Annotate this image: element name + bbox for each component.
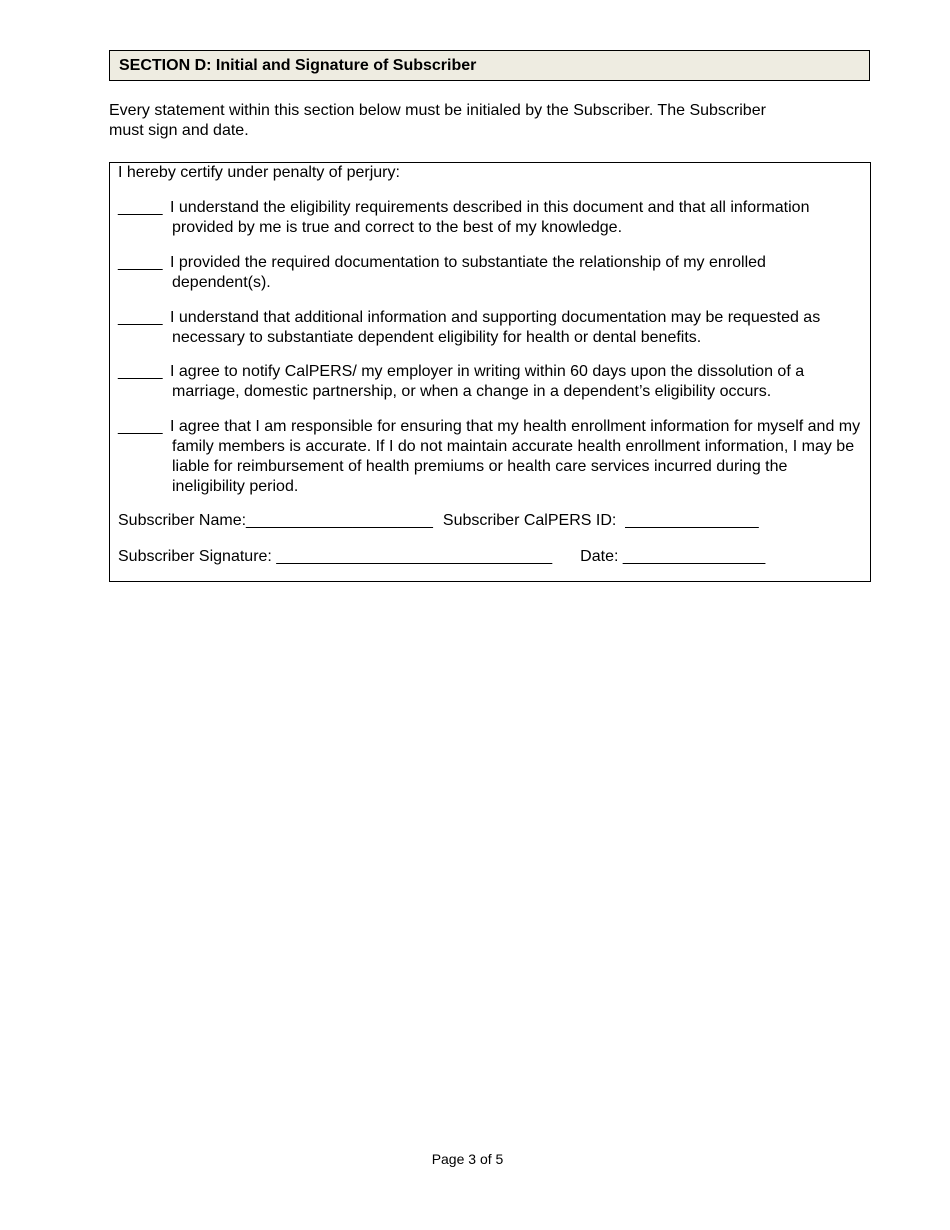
section-header <box>109 50 870 81</box>
initial-field-3[interactable]: _____ <box>118 309 163 326</box>
subscriber-name-label: Subscriber Name: <box>118 512 247 529</box>
intro-line-2: must sign and date. <box>109 122 249 139</box>
page-number: Page 3 of 5 <box>431 1151 504 1167</box>
statement-text-2: I provided the required documentation to substantiate the relationship of my enrolled dependent(s). <box>170 254 766 291</box>
section-title: SECTION D: Initial and Signature of Subscriber <box>119 57 477 74</box>
subscriber-signature-label: Subscriber Signature: <box>118 548 272 565</box>
subscriber-name-row <box>118 511 759 531</box>
page-footer <box>0 1150 935 1168</box>
subscriber-signature-row <box>118 547 765 567</box>
initial-field-4[interactable]: _____ <box>118 363 163 380</box>
initial-field-1[interactable]: _____ <box>118 199 163 216</box>
statement-text-1: I understand the eligibility requirements described in this document and that all information provided by me is true and correct to the best of my knowledge. <box>170 199 810 236</box>
intro-line-1: Every statement within this section below must be initialed by the Subscriber. The Subscriber <box>109 102 766 119</box>
subscriber-id-label: Subscriber CalPERS ID: <box>442 512 617 529</box>
certification-lead: I hereby certify under penalty of perjury: <box>118 164 400 181</box>
statement-1 <box>118 198 862 238</box>
statement-text-5: I agree that I am responsible for ensuring that my health enrollment information for myself and my family members is accurate. If I do not maintain accurate health enrollment information, I may be liable for reimbursement of health premiums or health care services incurred during the ineligibility period. <box>170 418 861 495</box>
initial-field-5[interactable]: _____ <box>118 418 163 435</box>
statement-5 <box>118 417 862 497</box>
intro-text <box>109 101 849 141</box>
subscriber-name-field[interactable]: _____________________ <box>246 512 433 529</box>
date-label: Date: <box>580 548 619 565</box>
statement-text-4: I agree to notify CalPERS/ my employer in writing within 60 days upon the dissolution of a marriage, domestic partnership, or when a change in a dependent’s eligibility occurs. <box>170 363 805 400</box>
statement-4 <box>118 362 862 402</box>
date-field[interactable]: ________________ <box>622 548 766 565</box>
statement-2 <box>118 253 862 293</box>
subscriber-id-field[interactable]: _______________ <box>625 512 759 529</box>
certification-box <box>109 162 871 582</box>
initial-field-2[interactable]: _____ <box>118 254 163 271</box>
subscriber-signature-field[interactable]: _______________________________ <box>276 548 553 565</box>
statement-3 <box>118 308 862 348</box>
statement-text-3: I understand that additional information and supporting documentation may be requested as necessary to substantiate dependent eligibility for health or dental benefits. <box>170 309 821 346</box>
